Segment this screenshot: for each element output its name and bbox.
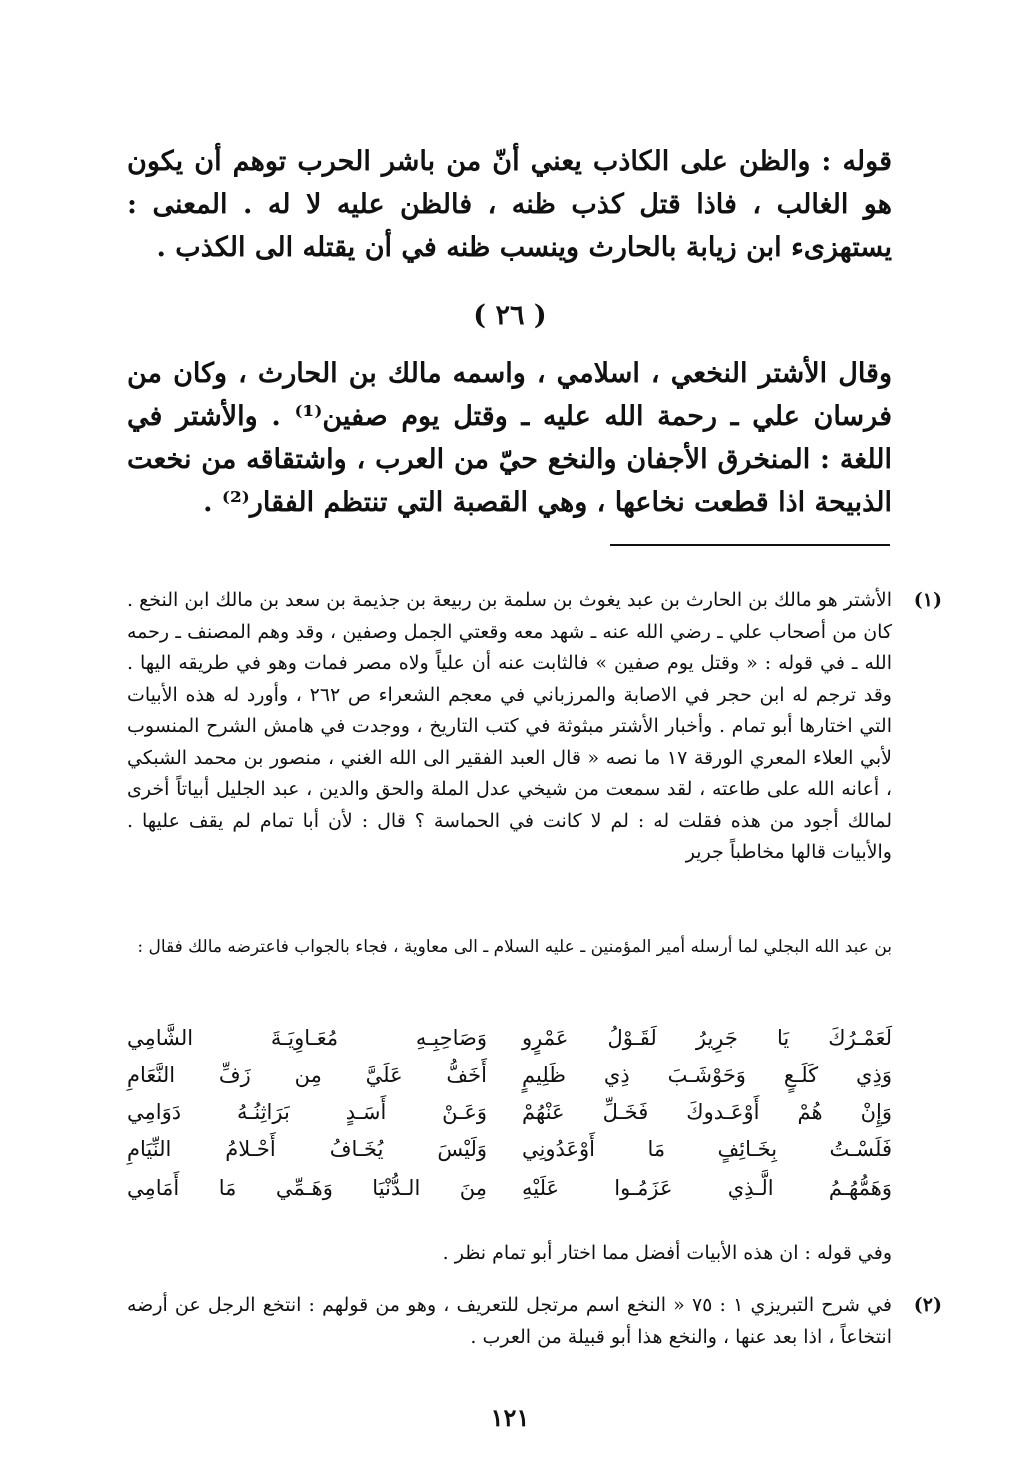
paragraph-commentary: قوله : والظن على الكاذب يعني أنّ من باشر الحرب توهم أن يكون هو الغالب ، فاذا قتل كذب ظنه ، فالظن عليه لا له . المعنى : يستهزىء ابن زيابة بالحارث وينسب ظنه في أن يقتله الى الكذب .: [127, 146, 892, 263]
footnote-2: [127, 1290, 942, 1353]
verse-line: [127, 1018, 892, 1058]
page-number: ١٢١: [490, 1403, 530, 1432]
footnote-1-text: الأشتر هو مالك بن الحارث بن عبد يغوث بن سلمة بن ربيعة بن جذيمة بن سعد بن مالك ابن النخع . كان من أصحاب علي ـ رضي الله عنه ـ شهد معه وقعتي الجمل وصفين ، وقد وهم المصنف ـ رحمه الله ـ في قوله : « وقتل يوم صفين » فالثابت عنه أن علياً ولاه مصر فمات وهو في طريقه اليها . وقد ترجم له ابن حجر في الاصابة والمرزباني في معجم الشعراء ص ٢٦٢ ، وأورد له هذه الأبيات التي اختارها أبو تمام . وأخبار الأشتر مبثوثة في كتب التاريخ ، ووجدت في هامش الشرح المنسوب لأبي العلاء المعري الورقة ١٧ ما نصه « قال العبد الفقير الى الله الغني ، منصور بن محمد الشبكي ، أعانه الله على طاعته ، لقد سمعت من شيخي عدل الملة والحق والدين ، عبد الجليل أبياتاً أخرى لمالك أجود من هذه فقلت له : لم لا كانت في الحماسة ؟ قال : لأن أبا تمام لم يقف عليها . والأبيات قالها مخاطباً جرير: [127, 589, 892, 863]
verse-first-hemistich: لَعَمْـرُكَ يَا جَرِيرُ لَقَـوْلُ عَمْرٍو: [522, 1026, 892, 1050]
verse-first-hemistich: فَلَسْـتُ بِخَـائِفٍ مَا أَوْعَدُونِي: [522, 1137, 892, 1161]
verse-second-hemistich: مِنَ الـدُّنْيَا وَهَـمِّي مَا أَمَامِي: [127, 1176, 487, 1200]
verse-first-hemistich: وَذِي كَلَـعٍ وَحَوْشَـبَ ذِي ظَلِيمٍ: [522, 1063, 892, 1087]
verse-first-hemistich: وَإِنْ هُمْ أَوْعَـدوكَ فَخَـلِّ عَنْهُمْ: [522, 1100, 892, 1124]
paragraph-introduction: وقال الأشتر النخعي ، اسلامي ، واسمه مالك بن الحارث ، وكان من فرسان علي ـ رحمة الله عليه ـ وقتل يوم صفين⁽¹⁾ . والأشتر في اللغة : المنخرق الأجفان والنخع حيّ من العرب ، واشتقاقه من نخعت الذبيحة اذا قطعت نخاعها ، وهي القصبة التي تنتظم الفقار⁽²⁾ .: [127, 358, 892, 518]
verse-line: [127, 1129, 892, 1169]
footnote-1: [127, 585, 942, 869]
footnote-1-closing-remark: وفي قوله : ان هذه الأبيات أفضل مما اختار أبو تمام نظر .: [442, 1242, 892, 1264]
verse-second-hemistich: أَخَفُّ عَلَيَّ مِن زَفِّ النَّعَامِ: [127, 1063, 487, 1087]
section-number: ( ٢٦ ): [473, 300, 547, 331]
verse-second-hemistich: وَلَيْسَ يُخَـافُ أَحْـلامُ النِّيَامِ: [127, 1137, 487, 1161]
verse-second-hemistich: وَصَاحِبِـهِ مُعَـاوِيَـةَ الشَّامِي: [127, 1026, 487, 1050]
footnote-1-mark: (١): [913, 589, 942, 611]
footnote-2-mark: (٢): [913, 1294, 942, 1316]
footnote-2-text: في شرح التبريزي ١ : ٧٥ « النخع اسم مرتجل للتعريف ، وهو من قولهم : انتخع الرجل عن أرضه انتخاعاً ، اذا بعد عنها ، والنخع هذا أبو قبيلة من العرب .: [127, 1294, 892, 1348]
verse-line: [127, 1055, 892, 1095]
verse-line: [127, 1168, 892, 1208]
verse-second-hemistich: وَعَـنْ أَسَـدٍ بَرَاثِنُـهُ دَوَامِي: [127, 1100, 487, 1124]
footnote-separator: [610, 544, 890, 546]
footnote-1-text-tail: بن عبد الله البجلي لما أرسله أمير المؤمنين ـ عليه السلام ـ الى معاوية ، فجاء بالجواب فاعترضه مالك فقال :: [137, 937, 892, 957]
verse-line: [127, 1092, 892, 1132]
verse-first-hemistich: وَهَمُّهُـمُ الَّـذِي عَزَمُـوا عَلَيْهِ: [522, 1176, 892, 1200]
